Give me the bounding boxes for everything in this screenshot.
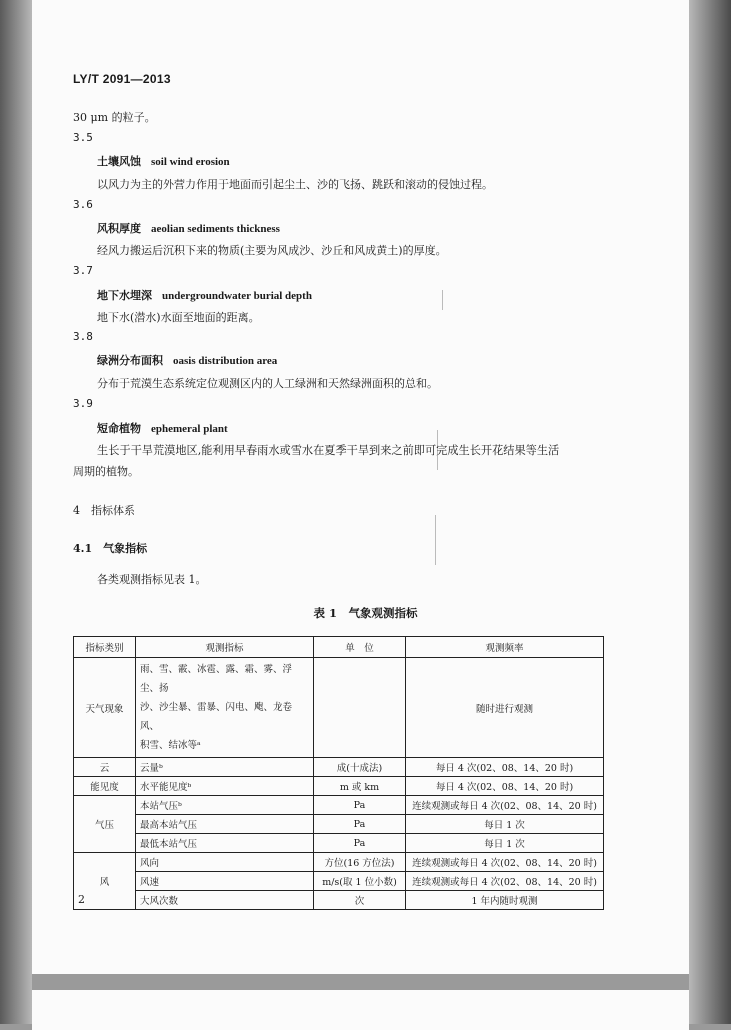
- indicator-cell: 最高本站气压: [136, 815, 314, 834]
- header-cell: 指标类别: [74, 637, 136, 658]
- unit-cell: m/s(取 1 位小数): [314, 872, 406, 891]
- term-definition: 以风力为主的外营力作用于地面而引起尘土、沙的飞扬、跳跃和滚动的侵蚀过程。: [97, 178, 493, 191]
- table-row: [74, 758, 604, 777]
- indicator-cell: 风速: [136, 872, 314, 891]
- term-zh: 地下水埋深: [97, 289, 152, 302]
- term-number: 3.7: [73, 264, 93, 277]
- term-title: [97, 153, 230, 169]
- intro-line: 30 μm 的粒子。: [73, 111, 156, 124]
- next-page-edge: [32, 990, 689, 1030]
- frequency-cell: 每日 1 次: [406, 815, 604, 834]
- term-title: [97, 220, 280, 236]
- category-cell: 云: [74, 758, 136, 777]
- term-en: ephemeral plant: [151, 423, 228, 435]
- indicator-line: 雨、雪、霰、冰雹、露、霜、雾、浮尘、扬: [140, 664, 293, 694]
- table-row: [74, 658, 604, 758]
- table-row: [74, 777, 604, 796]
- indicator-cell: [136, 658, 314, 758]
- term-definition-cont: 周期的植物。: [73, 465, 139, 478]
- term-zh: 绿洲分布面积: [97, 354, 163, 367]
- table-row: [74, 815, 604, 834]
- indicator-line: 沙、沙尘暴、雷暴、闪电、飑、龙卷风、: [140, 702, 293, 732]
- term-zh: 风积厚度: [97, 222, 141, 235]
- table-row: [74, 796, 604, 815]
- frequency-cell: 连续观测或每日 4 次(02、08、14、20 时): [406, 796, 604, 815]
- category-cell: 风: [74, 853, 136, 910]
- category-cell: 气压: [74, 796, 136, 853]
- section-text: 各类观测指标见表 1。: [97, 573, 207, 586]
- header-cell: 观测频率: [406, 637, 604, 658]
- frequency-cell: 连续观测或每日 4 次(02、08、14、20 时): [406, 853, 604, 872]
- table-row: [74, 834, 604, 853]
- term-en: undergroundwater burial depth: [162, 290, 312, 302]
- frequency-cell: 每日 1 次: [406, 834, 604, 853]
- term-title: [97, 287, 312, 303]
- frequency-cell: 1 年内随时观测: [406, 891, 604, 910]
- term-number: 3.9: [73, 397, 93, 410]
- unit-cell: Pa: [314, 834, 406, 853]
- indicator-cell: 水平能见度ᵇ: [136, 777, 314, 796]
- header-cell: 单 位: [314, 637, 406, 658]
- page-number: 2: [78, 893, 85, 906]
- table-caption: 表 1 气象观测指标: [313, 606, 418, 620]
- term-number: 3.6: [73, 198, 93, 211]
- unit-cell: 成(十成法): [314, 758, 406, 777]
- term-title: [97, 352, 277, 368]
- term-definition: 生长于干旱荒漠地区,能利用早春雨水或雪水在夏季干旱到来之前即可完成生长开花结果等生活: [97, 444, 560, 457]
- term-definition: 地下水(潜水)水面至地面的距离。: [97, 311, 260, 324]
- table-row: [74, 891, 604, 910]
- indicator-cell: 风向: [136, 853, 314, 872]
- unit-cell: 方位(16 方位法): [314, 853, 406, 872]
- term-en: oasis distribution area: [173, 355, 278, 367]
- frequency-cell: 连续观测或每日 4 次(02、08、14、20 时): [406, 872, 604, 891]
- term-zh: 土壤风蚀: [97, 155, 141, 168]
- section-heading-4-1: 4.1 气象指标: [73, 542, 148, 555]
- unit-cell: m 或 km: [314, 777, 406, 796]
- term-number: 3.8: [73, 330, 93, 343]
- indicator-cell: 大风次数: [136, 891, 314, 910]
- term-zh: 短命植物: [97, 422, 141, 435]
- unit-cell: [314, 658, 406, 758]
- frequency-cell: 每日 4 次(02、08、14、20 时): [406, 777, 604, 796]
- category-cell: 能见度: [74, 777, 136, 796]
- indicator-cell: 最低本站气压: [136, 834, 314, 853]
- frequency-cell: 每日 4 次(02、08、14、20 时): [406, 758, 604, 777]
- left-background: [0, 0, 32, 1024]
- right-background: [689, 0, 731, 1024]
- unit-cell: Pa: [314, 815, 406, 834]
- section-heading-4: 4 指标体系: [73, 504, 135, 517]
- frequency-cell: 随时进行观测: [406, 658, 604, 758]
- category-cell: 天气现象: [74, 658, 136, 758]
- term-definition: 分布于荒漠生态系统定位观测区内的人工绿洲和天然绿洲面积的总和。: [97, 377, 438, 390]
- standard-header: LY/T 2091—2013: [73, 72, 171, 86]
- table-row: [74, 853, 604, 872]
- term-number: 3.5: [73, 131, 93, 144]
- unit-cell: Pa: [314, 796, 406, 815]
- indicator-cell: 本站气压ᵇ: [136, 796, 314, 815]
- meteorological-indicator-table: [73, 636, 604, 910]
- table-row: [74, 872, 604, 891]
- header-cell: 观测指标: [136, 637, 314, 658]
- term-title: [97, 420, 228, 436]
- indicator-line: 积雪、结冰等ᵃ: [140, 740, 201, 751]
- indicator-cell: 云量ᵇ: [136, 758, 314, 777]
- unit-cell: 次: [314, 891, 406, 910]
- table-header-row: [74, 637, 604, 658]
- term-definition: 经风力搬运后沉积下来的物质(主要为风成沙、沙丘和风成黄土)的厚度。: [97, 244, 447, 257]
- term-en: soil wind erosion: [151, 156, 230, 168]
- term-en: aeolian sediments thickness: [151, 223, 280, 235]
